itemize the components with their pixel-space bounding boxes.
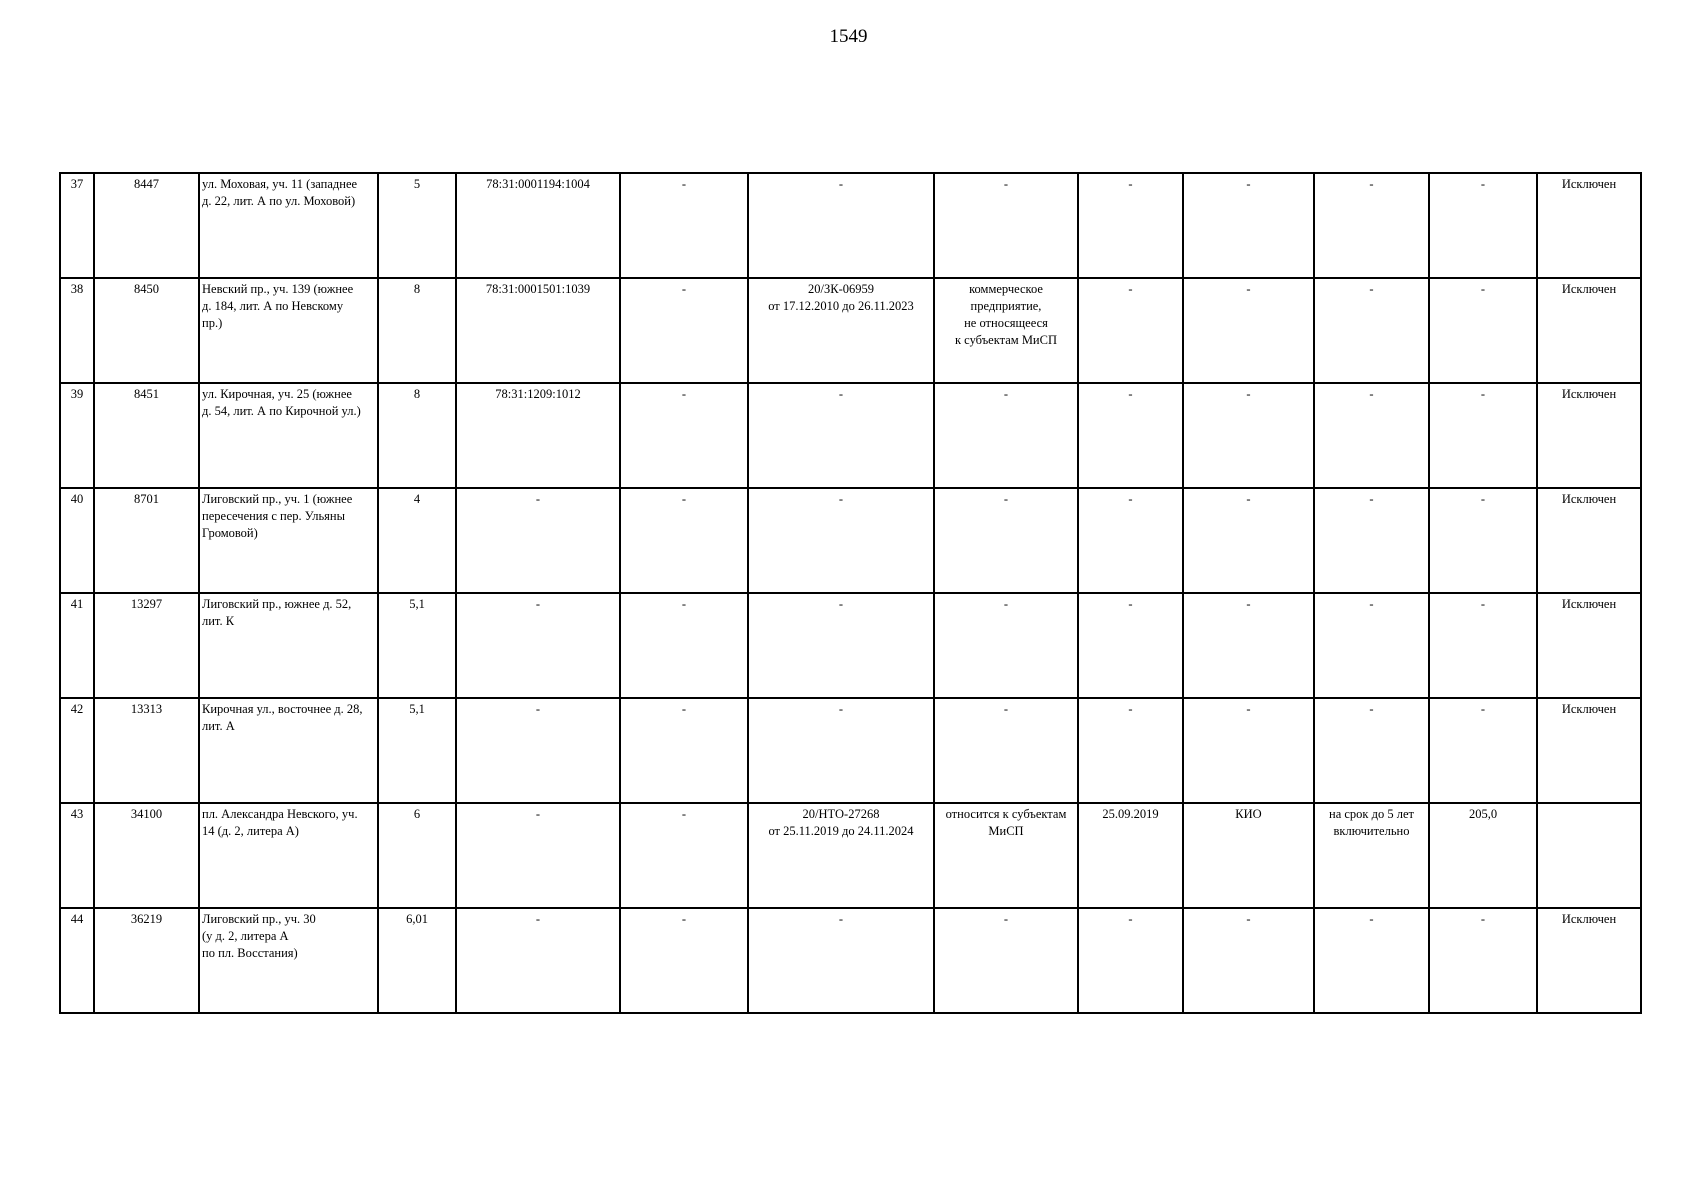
authority-cell: - <box>1183 383 1314 488</box>
table-row <box>60 173 1641 278</box>
row-number-cell: 40 <box>60 488 94 593</box>
address-cell: Лиговский пр., уч. 30 (у д. 2, литера А по пл. Восстания) <box>199 908 378 1013</box>
cadastral-number-cell: 78:31:0001501:1039 <box>456 278 620 383</box>
object-id-cell: 8450 <box>94 278 199 383</box>
authority-cell: КИО <box>1183 803 1314 908</box>
date-cell: - <box>1078 593 1183 698</box>
contract-cell: - <box>748 698 934 803</box>
value-cell: - <box>1429 173 1537 278</box>
column-6-cell: - <box>620 173 748 278</box>
cadastral-number-cell: - <box>456 698 620 803</box>
area-cell: 5 <box>378 173 456 278</box>
cadastral-number-cell: - <box>456 488 620 593</box>
status-cell: Исключен <box>1537 488 1641 593</box>
table-row <box>60 488 1641 593</box>
tenant-category-cell: - <box>934 593 1078 698</box>
date-cell: - <box>1078 698 1183 803</box>
object-id-cell: 13297 <box>94 593 199 698</box>
authority-cell: - <box>1183 593 1314 698</box>
area-cell: 8 <box>378 383 456 488</box>
status-cell: Исключен <box>1537 278 1641 383</box>
authority-cell: - <box>1183 488 1314 593</box>
page-number: 1549 <box>829 26 868 47</box>
status-cell <box>1537 803 1641 908</box>
tenant-category-cell: - <box>934 908 1078 1013</box>
contract-cell: - <box>748 908 934 1013</box>
address-cell: Лиговский пр., южнее д. 52, лит. К <box>199 593 378 698</box>
term-cell: - <box>1314 278 1429 383</box>
term-cell: - <box>1314 593 1429 698</box>
authority-cell: - <box>1183 698 1314 803</box>
address-cell: пл. Александра Невского, уч. 14 (д. 2, литера А) <box>199 803 378 908</box>
cadastral-number-cell: 78:31:1209:1012 <box>456 383 620 488</box>
date-cell: - <box>1078 488 1183 593</box>
contract-cell: - <box>748 593 934 698</box>
value-cell: 205,0 <box>1429 803 1537 908</box>
tenant-category-cell: - <box>934 698 1078 803</box>
cadastral-number-cell: - <box>456 908 620 1013</box>
row-number-cell: 41 <box>60 593 94 698</box>
cadastral-number-cell: 78:31:0001194:1004 <box>456 173 620 278</box>
table-row <box>60 803 1641 908</box>
date-cell: - <box>1078 383 1183 488</box>
status-cell: Исключен <box>1537 908 1641 1013</box>
term-cell: на срок до 5 лет включительно <box>1314 803 1429 908</box>
status-cell: Исключен <box>1537 698 1641 803</box>
cadastral-number-cell: - <box>456 593 620 698</box>
value-cell: - <box>1429 593 1537 698</box>
row-number-cell: 42 <box>60 698 94 803</box>
area-cell: 6 <box>378 803 456 908</box>
authority-cell: - <box>1183 908 1314 1013</box>
area-cell: 8 <box>378 278 456 383</box>
status-cell: Исключен <box>1537 383 1641 488</box>
column-6-cell: - <box>620 383 748 488</box>
date-cell: - <box>1078 173 1183 278</box>
tenant-category-cell: - <box>934 173 1078 278</box>
term-cell: - <box>1314 173 1429 278</box>
column-6-cell: - <box>620 908 748 1013</box>
column-6-cell: - <box>620 278 748 383</box>
column-6-cell: - <box>620 488 748 593</box>
status-cell: Исключен <box>1537 593 1641 698</box>
term-cell: - <box>1314 698 1429 803</box>
contract-cell: - <box>748 383 934 488</box>
object-id-cell: 13313 <box>94 698 199 803</box>
row-number-cell: 43 <box>60 803 94 908</box>
object-id-cell: 8451 <box>94 383 199 488</box>
tenant-category-cell: коммерческое предприятие, не относящееся к субъектам МиСП <box>934 278 1078 383</box>
table-row <box>60 383 1641 488</box>
registry-table <box>59 172 1642 1014</box>
term-cell: - <box>1314 383 1429 488</box>
value-cell: - <box>1429 383 1537 488</box>
date-cell: 25.09.2019 <box>1078 803 1183 908</box>
object-id-cell: 36219 <box>94 908 199 1013</box>
value-cell: - <box>1429 698 1537 803</box>
table-row <box>60 278 1641 383</box>
object-id-cell: 8701 <box>94 488 199 593</box>
object-id-cell: 8447 <box>94 173 199 278</box>
value-cell: - <box>1429 488 1537 593</box>
date-cell: - <box>1078 908 1183 1013</box>
status-cell: Исключен <box>1537 173 1641 278</box>
area-cell: 5,1 <box>378 593 456 698</box>
table-row <box>60 908 1641 1013</box>
area-cell: 6,01 <box>378 908 456 1013</box>
object-id-cell: 34100 <box>94 803 199 908</box>
tenant-category-cell: относится к субъектам МиСП <box>934 803 1078 908</box>
contract-cell: 20/ЗК-06959 от 17.12.2010 до 26.11.2023 <box>748 278 934 383</box>
tenant-category-cell: - <box>934 383 1078 488</box>
address-cell: Невский пр., уч. 139 (южнее д. 184, лит. А по Невскому пр.) <box>199 278 378 383</box>
contract-cell: - <box>748 173 934 278</box>
term-cell: - <box>1314 488 1429 593</box>
row-number-cell: 38 <box>60 278 94 383</box>
address-cell: Лиговский пр., уч. 1 (южнее пересечения с пер. Ульяны Громовой) <box>199 488 378 593</box>
address-cell: ул. Кирочная, уч. 25 (южнее д. 54, лит. А по Кирочной ул.) <box>199 383 378 488</box>
value-cell: - <box>1429 908 1537 1013</box>
authority-cell: - <box>1183 173 1314 278</box>
row-number-cell: 44 <box>60 908 94 1013</box>
area-cell: 4 <box>378 488 456 593</box>
area-cell: 5,1 <box>378 698 456 803</box>
row-number-cell: 37 <box>60 173 94 278</box>
column-6-cell: - <box>620 593 748 698</box>
term-cell: - <box>1314 908 1429 1013</box>
cadastral-number-cell: - <box>456 803 620 908</box>
date-cell: - <box>1078 278 1183 383</box>
tenant-category-cell: - <box>934 488 1078 593</box>
authority-cell: - <box>1183 278 1314 383</box>
column-6-cell: - <box>620 803 748 908</box>
table-row <box>60 698 1641 803</box>
row-number-cell: 39 <box>60 383 94 488</box>
value-cell: - <box>1429 278 1537 383</box>
contract-cell: 20/НТО-27268 от 25.11.2019 до 24.11.2024 <box>748 803 934 908</box>
column-6-cell: - <box>620 698 748 803</box>
table-row <box>60 593 1641 698</box>
contract-cell: - <box>748 488 934 593</box>
address-cell: ул. Моховая, уч. 11 (западнее д. 22, лит. А по ул. Моховой) <box>199 173 378 278</box>
address-cell: Кирочная ул., восточнее д. 28, лит. А <box>199 698 378 803</box>
